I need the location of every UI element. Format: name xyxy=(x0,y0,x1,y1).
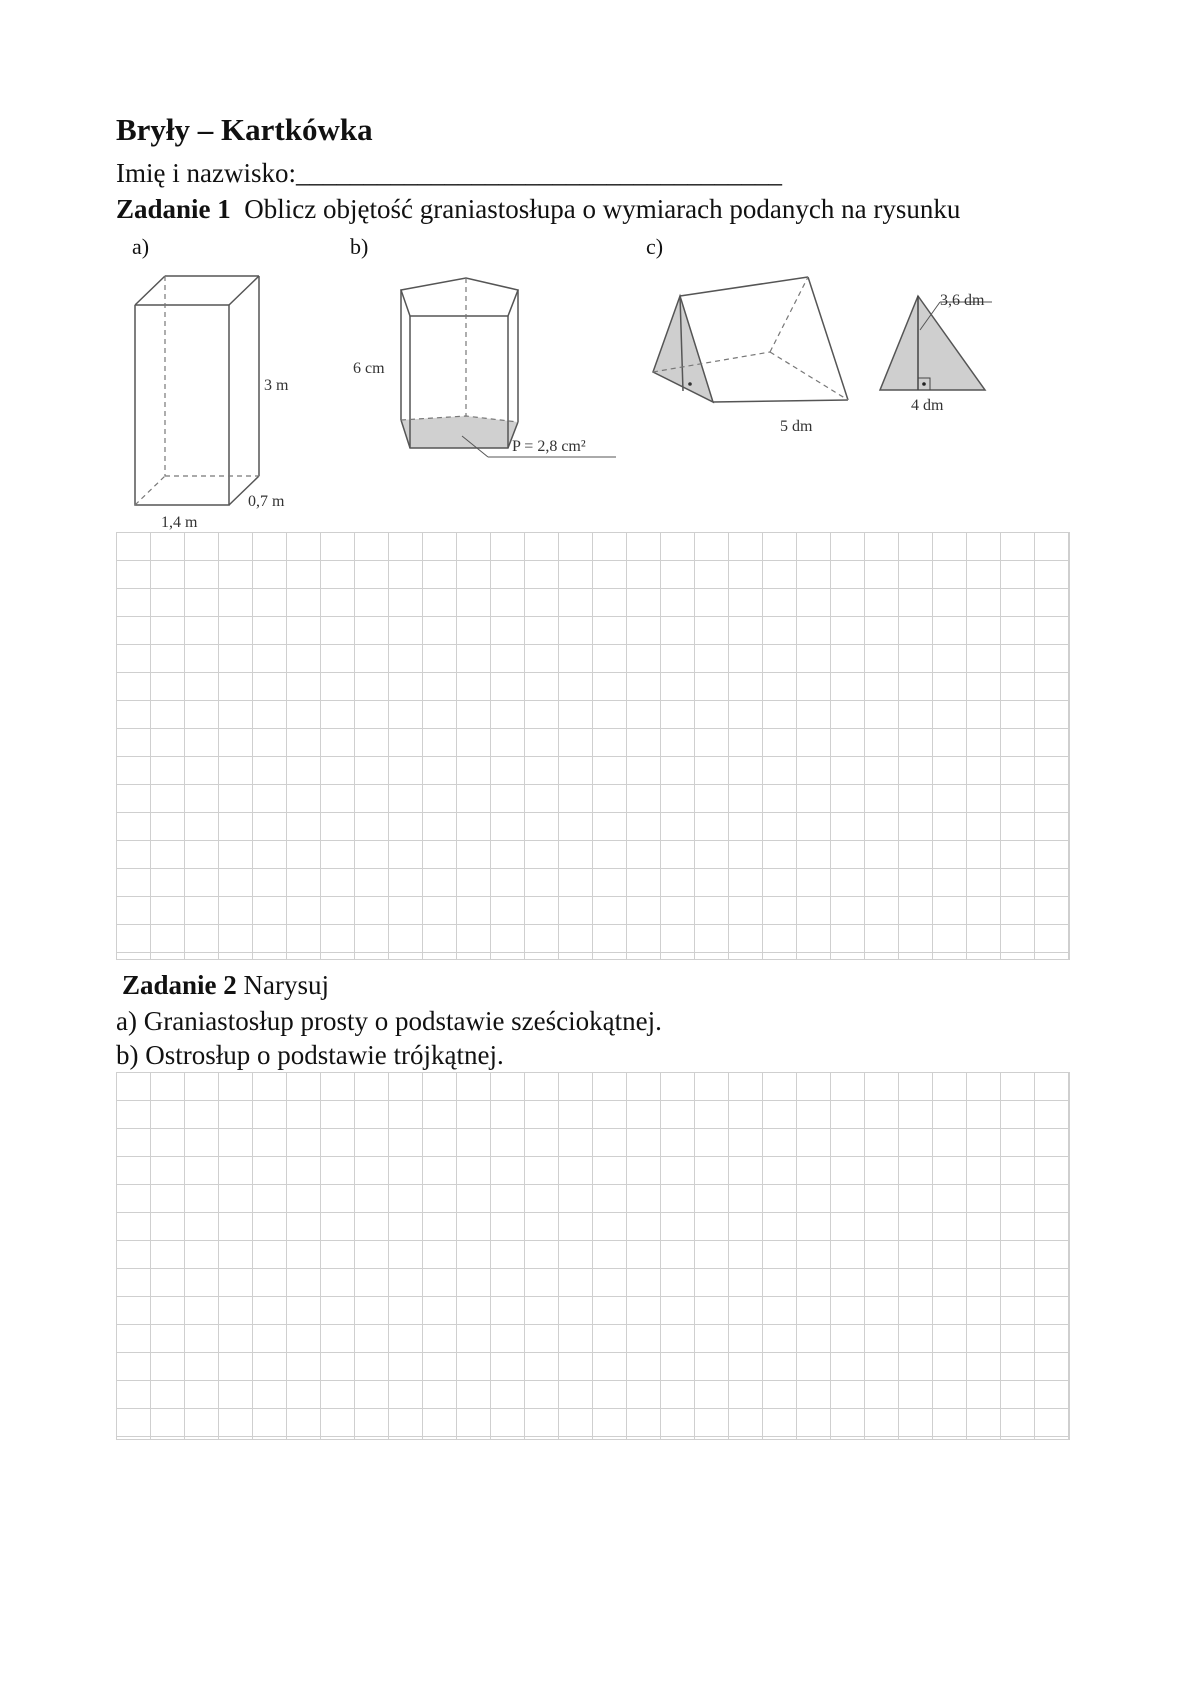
figure-c-triangle-height-label: 3,6 dm xyxy=(940,292,985,309)
task2-text: Narysuj xyxy=(243,970,330,1000)
figure-a-height-label: 3 m xyxy=(264,377,289,394)
page-title: Bryły – Kartkówka xyxy=(116,112,373,147)
figure-a-width-label: 1,4 m xyxy=(161,514,198,531)
answer-grid-task2[interactable] xyxy=(116,1072,1070,1440)
figure-c-label: c) xyxy=(646,234,664,259)
figure-a-depth-label: 0,7 m xyxy=(248,493,285,510)
figure-c-triangular-prism xyxy=(0,0,1200,560)
answer-grid-task1[interactable] xyxy=(116,532,1070,960)
name-field-line[interactable]: Imię i nazwisko:____________________________________ xyxy=(116,158,782,188)
figure-b-label: b) xyxy=(350,234,369,259)
task1-heading: Zadanie 1 xyxy=(116,194,231,224)
task2-item-b: b) Ostrosłup o podstawie trójkątnej. xyxy=(116,1040,504,1070)
task2-item-a: a) Graniastosłup prosty o podstawie sześciokątnej. xyxy=(116,1006,662,1036)
figure-c-length-label: 5 dm xyxy=(780,418,813,435)
figure-b-height-label: 6 cm xyxy=(353,360,385,377)
figure-a-label: a) xyxy=(132,234,150,259)
figure-c-triangle-base-label: 4 dm xyxy=(911,397,944,414)
task2-heading: Zadanie 2 xyxy=(122,970,237,1000)
task2-instruction xyxy=(122,970,329,1001)
task1-text: Oblicz objętość graniastosłupa o wymiarach podanych na rysunku xyxy=(244,194,961,224)
figure-b-base-area-label: P = 2,8 cm² xyxy=(512,438,586,455)
